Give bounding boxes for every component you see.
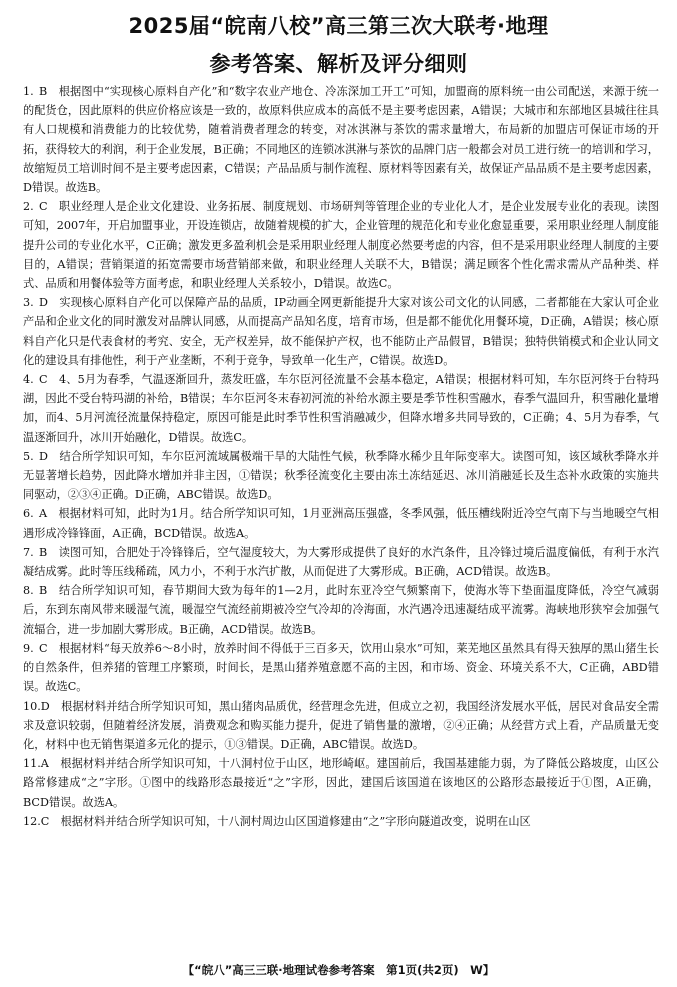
- question-answer: D: [39, 296, 48, 310]
- question-explanation: 职业经理人是企业文化建设、业务拓展、制度规划、市场研判等管理企业的专业化人才，是企业发展专业化的表现。读图可知，2007年，开启加盟事业，开设连锁店，故随着规模的扩大，企业管理的规范化和专业化愈显重要，采用职业经理人制度能提升公司的专业化水平，C正确；激发更多盈利机会是采用职业经理人制度必然要考虑的内容，但不是采用职业经理人制度的主要目的，A错误；营销渠道的拓宽需要市场营销部来做，和职业经理人关联不大，B错误；满足顾客个性化需求需从产品种类、样式、品质和用餐体验等方面考虑，和职业经理人关系较小，D错误。故选C。: [23, 200, 659, 291]
- question-number: 7.: [23, 545, 34, 559]
- question-explanation: 结合所学知识可知，车尔臣河流域属极端干旱的大陆性气候，秋季降水稀少且年际变率大。读图可知，该区域秋季降水并无显著增长趋势，因此降水增加并非主因，①错误；秋季径流变化主要由冻土冻结延迟、冰川消融延长及生态补水政策的实施共同驱动，②③④正确。D正确，ABC错误。故选D。: [23, 449, 659, 502]
- question-answer: A: [40, 757, 49, 771]
- question-number: 10.: [23, 699, 41, 713]
- question-answer: B: [39, 545, 48, 559]
- question-item: [23, 581, 659, 639]
- page-title: 2025届“皖南八校”高三第三次大联考·地理: [128, 14, 549, 38]
- question-item: [23, 504, 659, 542]
- question-answer: D: [40, 699, 50, 713]
- question-explanation: 根据图中“实现核心原料自产化”和“数字农业产地仓、冷冻深加工开工”可知，加盟商的原料统一由公司配送，来源于统一的配货仓，因此原料的供应价格应该是一致的，故原料供应成本的高低不是主要考虑因素，A错误；大城市和东部地区县城往往具有人口规模和消费能力的比较优势，随着消费者理念的转变，对冰淇淋与茶饮的需求量增大，布局新的加盟店可保证市场的开拓，获得较大的利润，利于企业发展，B正确；不同地区的连锁冰淇淋与茶饮的品牌门店一般都会对员工进行统一的培训和学习，故缩短员工培训时间不是主要考虑因素，C错误；产品品质与制作流程、原材料等因素有关，故保证产品品质不是主要考虑因素，D错误。故选B。: [23, 85, 659, 195]
- question-item: [23, 197, 659, 293]
- question-number: 11.: [23, 757, 41, 771]
- question-item: [23, 447, 659, 505]
- question-answer: C: [39, 200, 48, 214]
- question-number: 9.: [23, 641, 34, 655]
- answer-list: [23, 82, 659, 831]
- question-item: [23, 543, 659, 581]
- question-number: 6.: [23, 507, 34, 521]
- question-item: [23, 82, 659, 197]
- question-answer: C: [39, 641, 48, 655]
- question-answer: A: [39, 507, 48, 521]
- question-explanation: 根据材料可知，此时为1月。结合所学知识可知，1月亚洲高压强盛，冬季风强，低压槽线附近冷空气南下与当地暖空气相遇形成冷锋锋面，A正确，BCD错误。故选A。: [23, 507, 659, 540]
- question-answer: C: [40, 814, 50, 828]
- question-number: 4.: [23, 373, 34, 387]
- question-explanation: 根据材料并结合所学知识可知，十八洞村位于山区，地形崎岖。建国前后，我国基建能力弱，为了降低公路坡度，山区公路常修建成“之”字形。①图中的线路形态最接近“之”字形，因此，建国后该国道在该地区的公路形态最接近于①图，A正确，BCD错误。故选A。: [23, 757, 659, 809]
- question-answer: B: [39, 584, 48, 598]
- question-item: [23, 639, 659, 697]
- page-footer: 【“皖八”高三三联·地理试卷参考答案 第1页(共2页) W】: [182, 963, 495, 977]
- question-number: 2.: [23, 200, 34, 214]
- question-explanation: 实现核心原料自产化可以保障产品的品质，IP动画全网更新能提升大家对该公司文化的认同感，二者都能在大家认可企业产品和企业文化的同时激发对品牌认同感，从而提高产品知名度，培育市场，但是都不能优化用餐环境，D正确，A错误；核心原料自产化只是代表食材的考究、安全，无产权差异，故不能保护产权，也不能防止产品假冒，B错误；独特供销模式和企业认同文化的建设具有排他性，利于产业垄断，不利于竞争，导致单一化生产，C错误。故选D。: [23, 296, 659, 367]
- question-number: 5.: [23, 449, 34, 463]
- page-subtitle: 参考答案、解析及评分细则: [209, 52, 468, 76]
- question-number: 1.: [23, 85, 34, 98]
- question-number: 8.: [23, 584, 34, 598]
- question-item: [23, 293, 659, 370]
- question-explanation: 读图可知，合肥处于冷锋锋后，空气湿度较大，为大雾形成提供了良好的水汽条件，且冷锋过境后温度偏低，有利于水汽凝结成雾。此时等压线稀疏，风力小，不利于水汽扩散，从而促进了大雾形成。B正确，ACD错误。故选B。: [23, 545, 659, 579]
- question-item: [23, 697, 659, 755]
- question-explanation: 根据材料并结合所学知识可知，十八洞村周边山区国道修建由“之”字形向隧道改变，说明在山区: [60, 814, 531, 828]
- question-explanation: 根据材料“每天放养6～8小时，放养时间不得低于三百多天，饮用山泉水”可知，莱芜地区虽然具有得天独厚的黑山猪生长的自然条件，但养猪的管理工序繁琐，时间长，是黑山猪养殖意愿不高的主因，和市场、资金、环境关系不大，C正确，ABD错误。故选C。: [23, 641, 659, 694]
- question-item: [23, 754, 659, 812]
- question-item: [23, 812, 659, 831]
- question-answer: B: [39, 85, 48, 98]
- question-explanation: 结合所学知识可知，春节期间大致为每年的1—2月，此时东亚冷空气频繁南下，使海水等下垫面温度降低，冷空气减弱后，东到东南风带来暖湿气流，暖湿空气流经前期被冷空气冷却的冷海面，水汽遇冷迅速凝结成平流雾。海峡地形狭窄会加强气流辐合，进一步加剧大雾形成。B正确，ACD错误。故选B。: [23, 584, 659, 636]
- question-item: [23, 370, 659, 447]
- question-answer: D: [39, 449, 48, 463]
- question-explanation: 根据材料并结合所学知识可知，黑山猪肉品质优，经营理念先进，但成立之初，我国经济发展水平低，居民对食品安全需求及意识较弱，但随着经济发展，消费观念和购买能力提升，促进了销售量的激增，②④正确；从经营方式上看，产品质量无变化，材料中也无销售渠道多元化的提示，①③错误。D正确，ABC错误。故选D。: [23, 699, 659, 751]
- question-explanation: 4、5月为春季，气温逐渐回升，蒸发旺盛，车尔臣河径流量不会基本稳定，A错误；根据材料可知，车尔臣河终于台特玛湖，因此不受台特玛湖的补给，B错误；车尔臣河冬末春初河流的补给水源主要是季节性积雪融水，春季气温回升，积雪融化量增加，而4、5月河流径流量保持稳定，原因可能是此时季节性积雪消融减少，但降水增多共同导致的，C正确；4、5月为春季，气温逐渐回升，冰川开始融化，D错误。故选C。: [23, 373, 659, 444]
- question-number: 3.: [23, 296, 34, 310]
- question-answer: C: [39, 373, 48, 387]
- question-number: 12.: [23, 814, 41, 828]
